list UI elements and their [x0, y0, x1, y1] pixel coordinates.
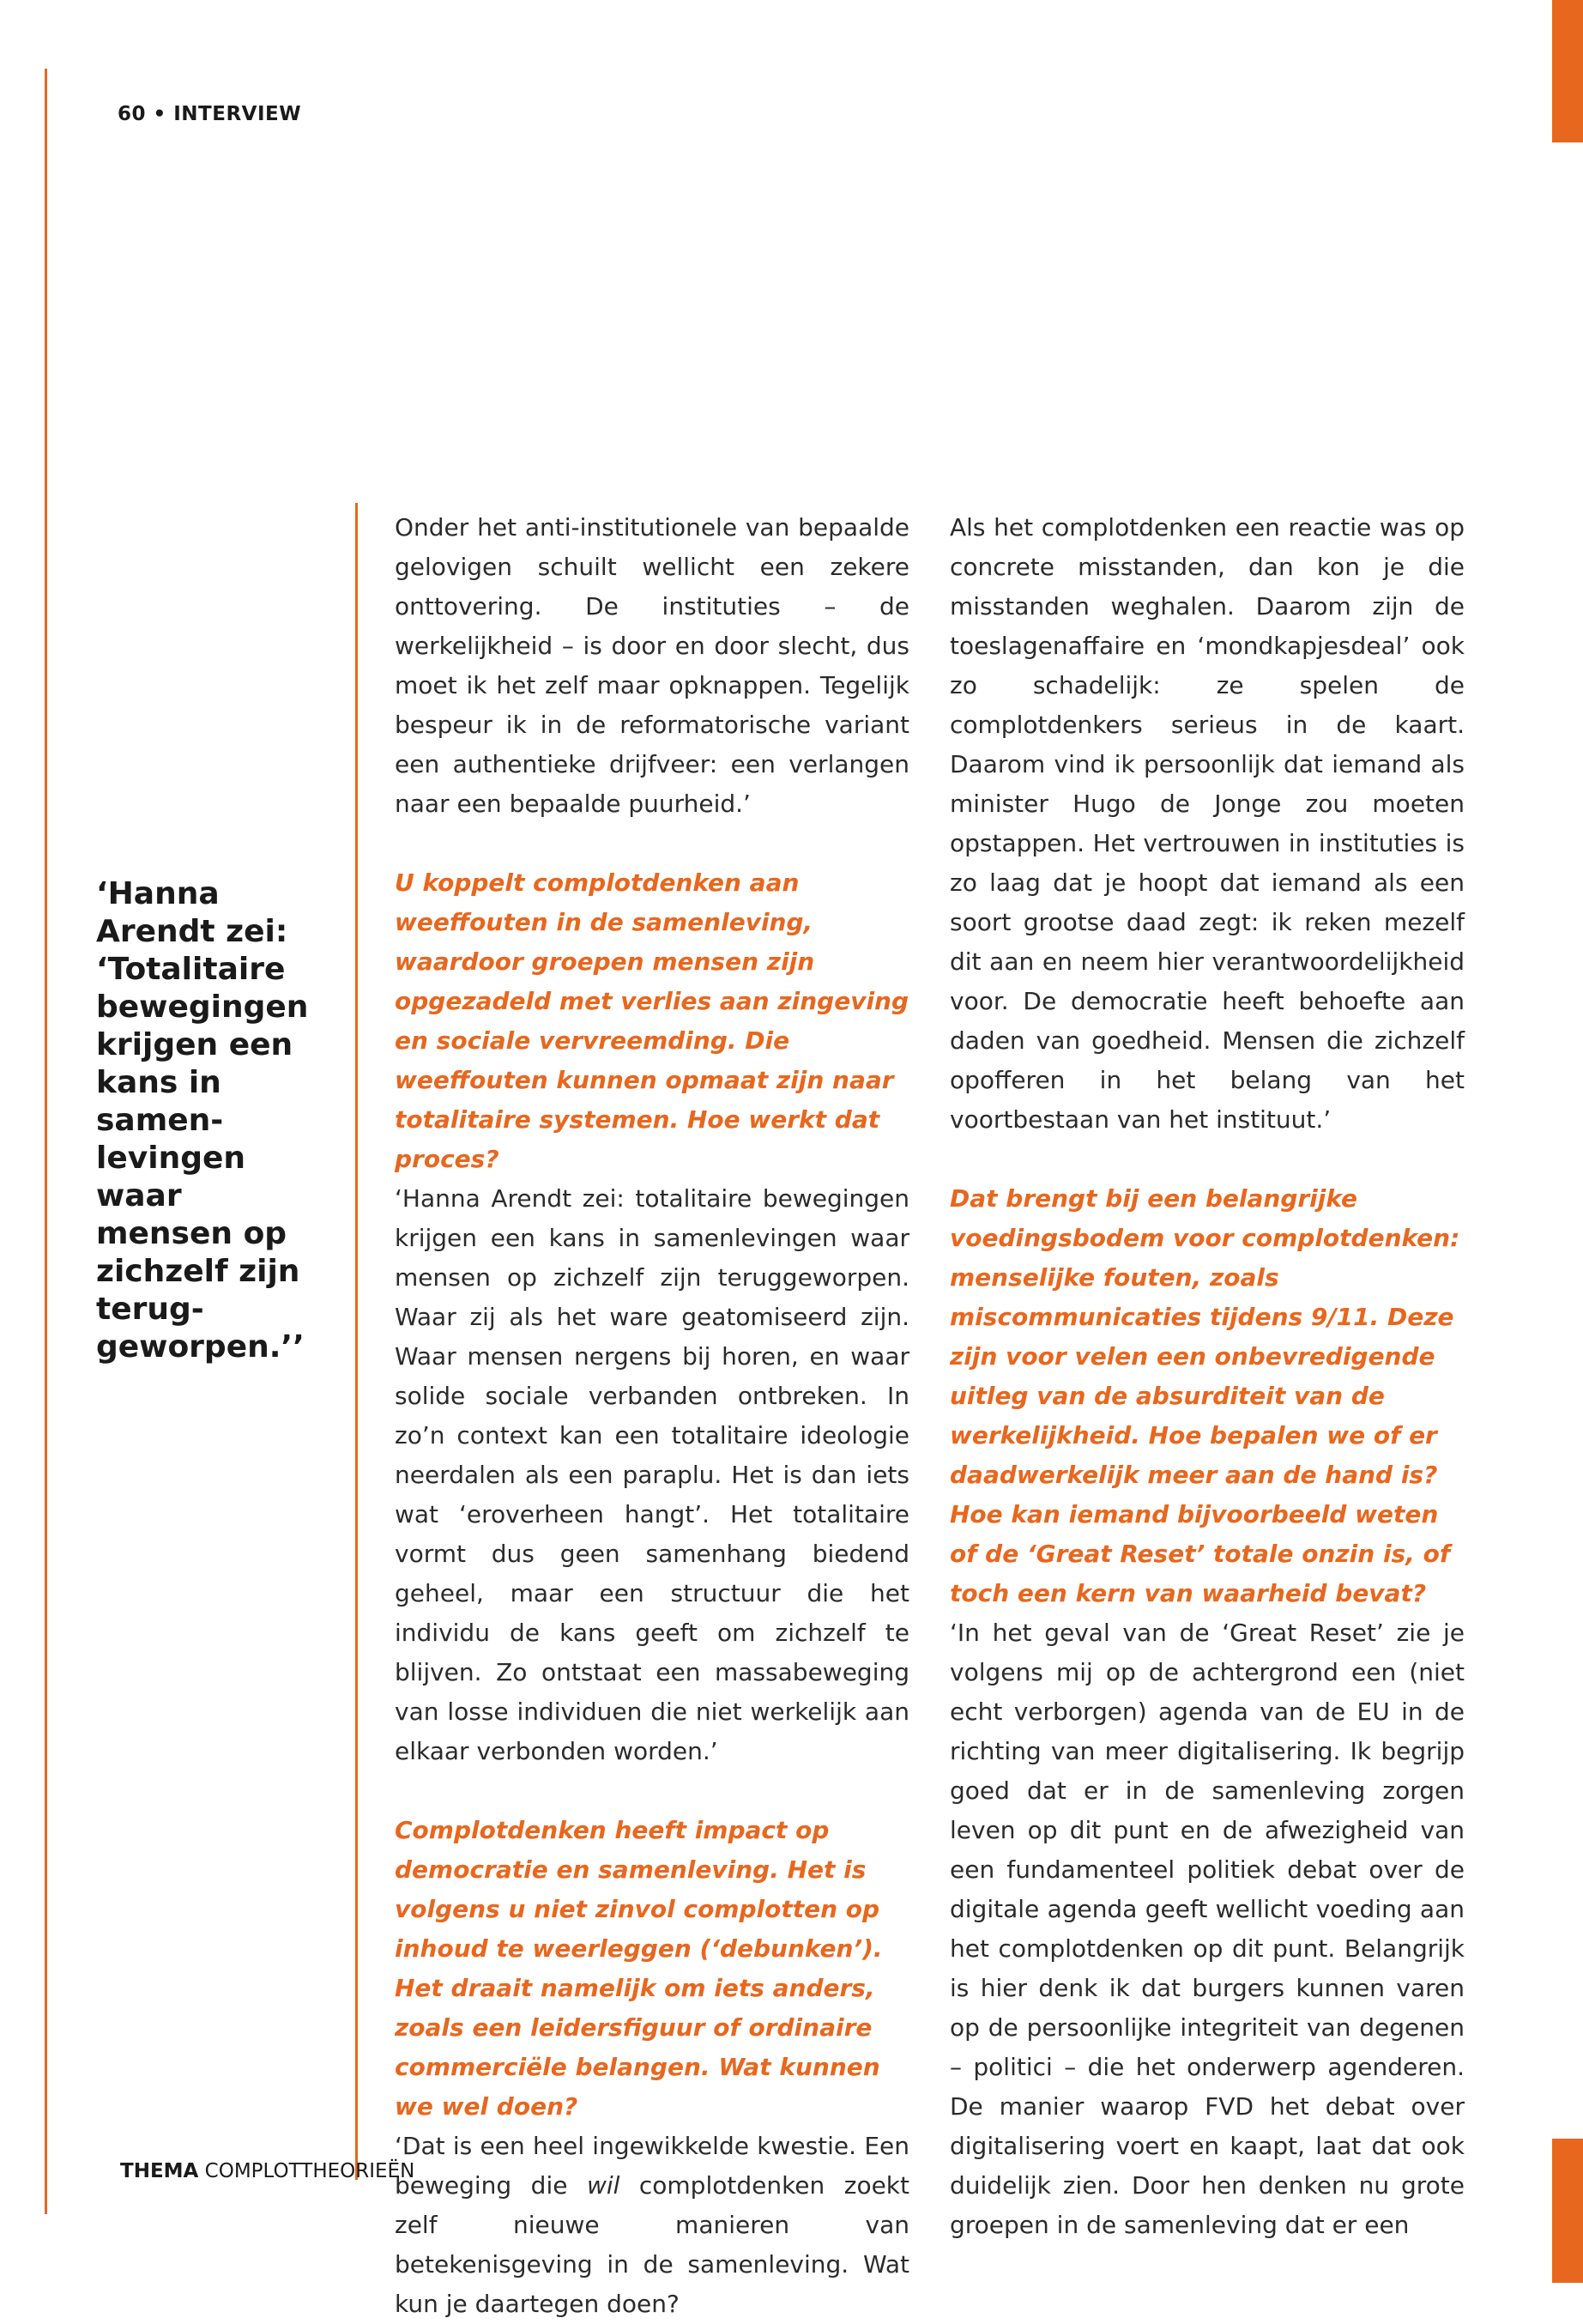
interview-question: Dat brengt bij een belangrijke voedingsbodem voor complotdenken: menselijke fouten, zoals miscommunicaties tijdens 9/11. Deze zijn voor velen een onbevredigende uitleg van de absurditeit van de werkelijkheid. Hoe bepalen we of er daadwerkelijk meer aan de hand is? Hoe kan iemand bijvoorbeeld weten of de ‘Great Reset’ totale onzin is, of toch een kern van waarheid bevat? — [950, 1184, 1460, 1607]
pull-quote: ‘Hanna Arendt zei: ‘Totalitaire bewegingen krijgen een kans in samen-levingen waar mensen op zichzelf zijn terug-geworpen.’’ — [96, 876, 309, 1365]
pullquote-divider — [355, 503, 358, 2180]
section-tab-bottom — [1552, 2139, 1583, 2283]
footer-label: THEMA — [120, 2160, 199, 2182]
section-tab-top — [1552, 0, 1583, 142]
interview-answer: ‘Dat is een heel ingewikkelde kwestie. Een beweging die wil complotdenken zoekt zelf nieuwe manieren van betekenisgeving in de samenleving. Wat kun je daartegen doen? — [395, 2132, 910, 2318]
interview-question: Complotdenken heeft impact op democratie en samenleving. Het is volgens u niet zinvol complotten op inhoud te weerleggen (‘debunken’). Het draait namelijk om iets anders, zoals een leidersfiguur of ordinaire commerciële belangen. Wat kunnen we wel doen? — [395, 1816, 883, 2121]
interview-question: U koppelt complotdenken aan weeffouten in de samenleving, waardoor groepen mensen zijn opgezadeld met verlies aan zingeving en sociale vervreemding. Die weeffouten kunnen opmaat zijn naar totalitaire systemen. Hoe werkt dat proces? — [395, 868, 909, 1173]
interview-answer: ‘In het geval van de ‘Great Reset’ zie je volgens mij op de achtergrond een (niet echt verborgen) agenda van de EU in de richting van meer digitalisering. Ik begrijp goed dat er in de samenleving zorgen leven op dit punt en de afwezigheid van een fundamenteel politiek debat over de digitale agenda geeft wellicht voeding aan het complotdenken op dit punt. Belangrijk is hier denk ik dat burgers kunnen varen op de persoonlijke integriteit van degenen – politici – die het onderwerp agenderen. De manier waarop FVD het debat over digitalisering voert en kaapt, laat dat ook duidelijk zien. Door hen denken nu grote groepen in de samenleving dat er een — [950, 1619, 1465, 2239]
article-column-1 — [395, 508, 909, 2324]
paragraph: Onder het anti-institutionele van bepaalde gelovigen schuilt wellicht een zekere onttovering. De instituties – de werkelijkheid – is door en door slecht, dus moet ik het zelf maar opknappen. Tegelijk bespeur ik in de reformatorische variant een authentieke drijfveer: een verlangen naar een bepaalde puurheid.’ — [395, 513, 909, 818]
interview-answer: ‘Hanna Arendt zei: totalitaire bewegingen krijgen een kans in samenlevingen waar mensen op zichzelf zijn teruggeworpen. Waar zij als het ware geatomiseerd zijn. Waar mensen nergens bij horen, en waar solide sociale verbanden ontbreken. In zo’n context kan een totalitaire ideologie neerdalen als een paraplu. Het is dan iets wat ‘eroverheen hangt’. Het totalitaire vormt dus geen samenhang biedend geheel, maar een structuur die het individu de kans geeft om zichzelf te blijven. Zo ontstaat een massabeweging van losse individuen die niet werkelijk aan elkaar verbonden worden.’ — [395, 1184, 909, 1765]
left-margin-rule — [45, 69, 47, 2214]
paragraph: Als het complotdenken een reactie was op concrete misstanden, dan kon je die misstanden weghalen. Daarom zijn de toeslagenaffaire en ‘mondkapjesdeal’ ook zo schadelijk: ze spelen de complotdenkers serieus in de kaart. Daarom vind ik persoonlijk dat iemand als minister Hugo de Jonge zou moeten opstappen. Het vertrouwen in instituties is zo laag dat je hoopt dat iemand als een soort grootse daad zegt: ik reken mezelf dit aan en neem hier verantwoordelijkheid voor. De democratie heeft behoefte aan daden van goedheid. Mensen die zichzelf opofferen in het belang van het voortbestaan van het instituut.’ — [950, 513, 1465, 1134]
emphasis: wil — [586, 2171, 620, 2200]
header-separator: • — [153, 103, 166, 125]
page-number: 60 — [118, 103, 147, 125]
section-name: INTERVIEW — [173, 103, 302, 125]
page-footer — [120, 2160, 414, 2182]
footer-topic: COMPLOTTHEORIEËN — [204, 2160, 415, 2182]
page-header — [118, 103, 301, 125]
article-column-2 — [950, 508, 1465, 2245]
